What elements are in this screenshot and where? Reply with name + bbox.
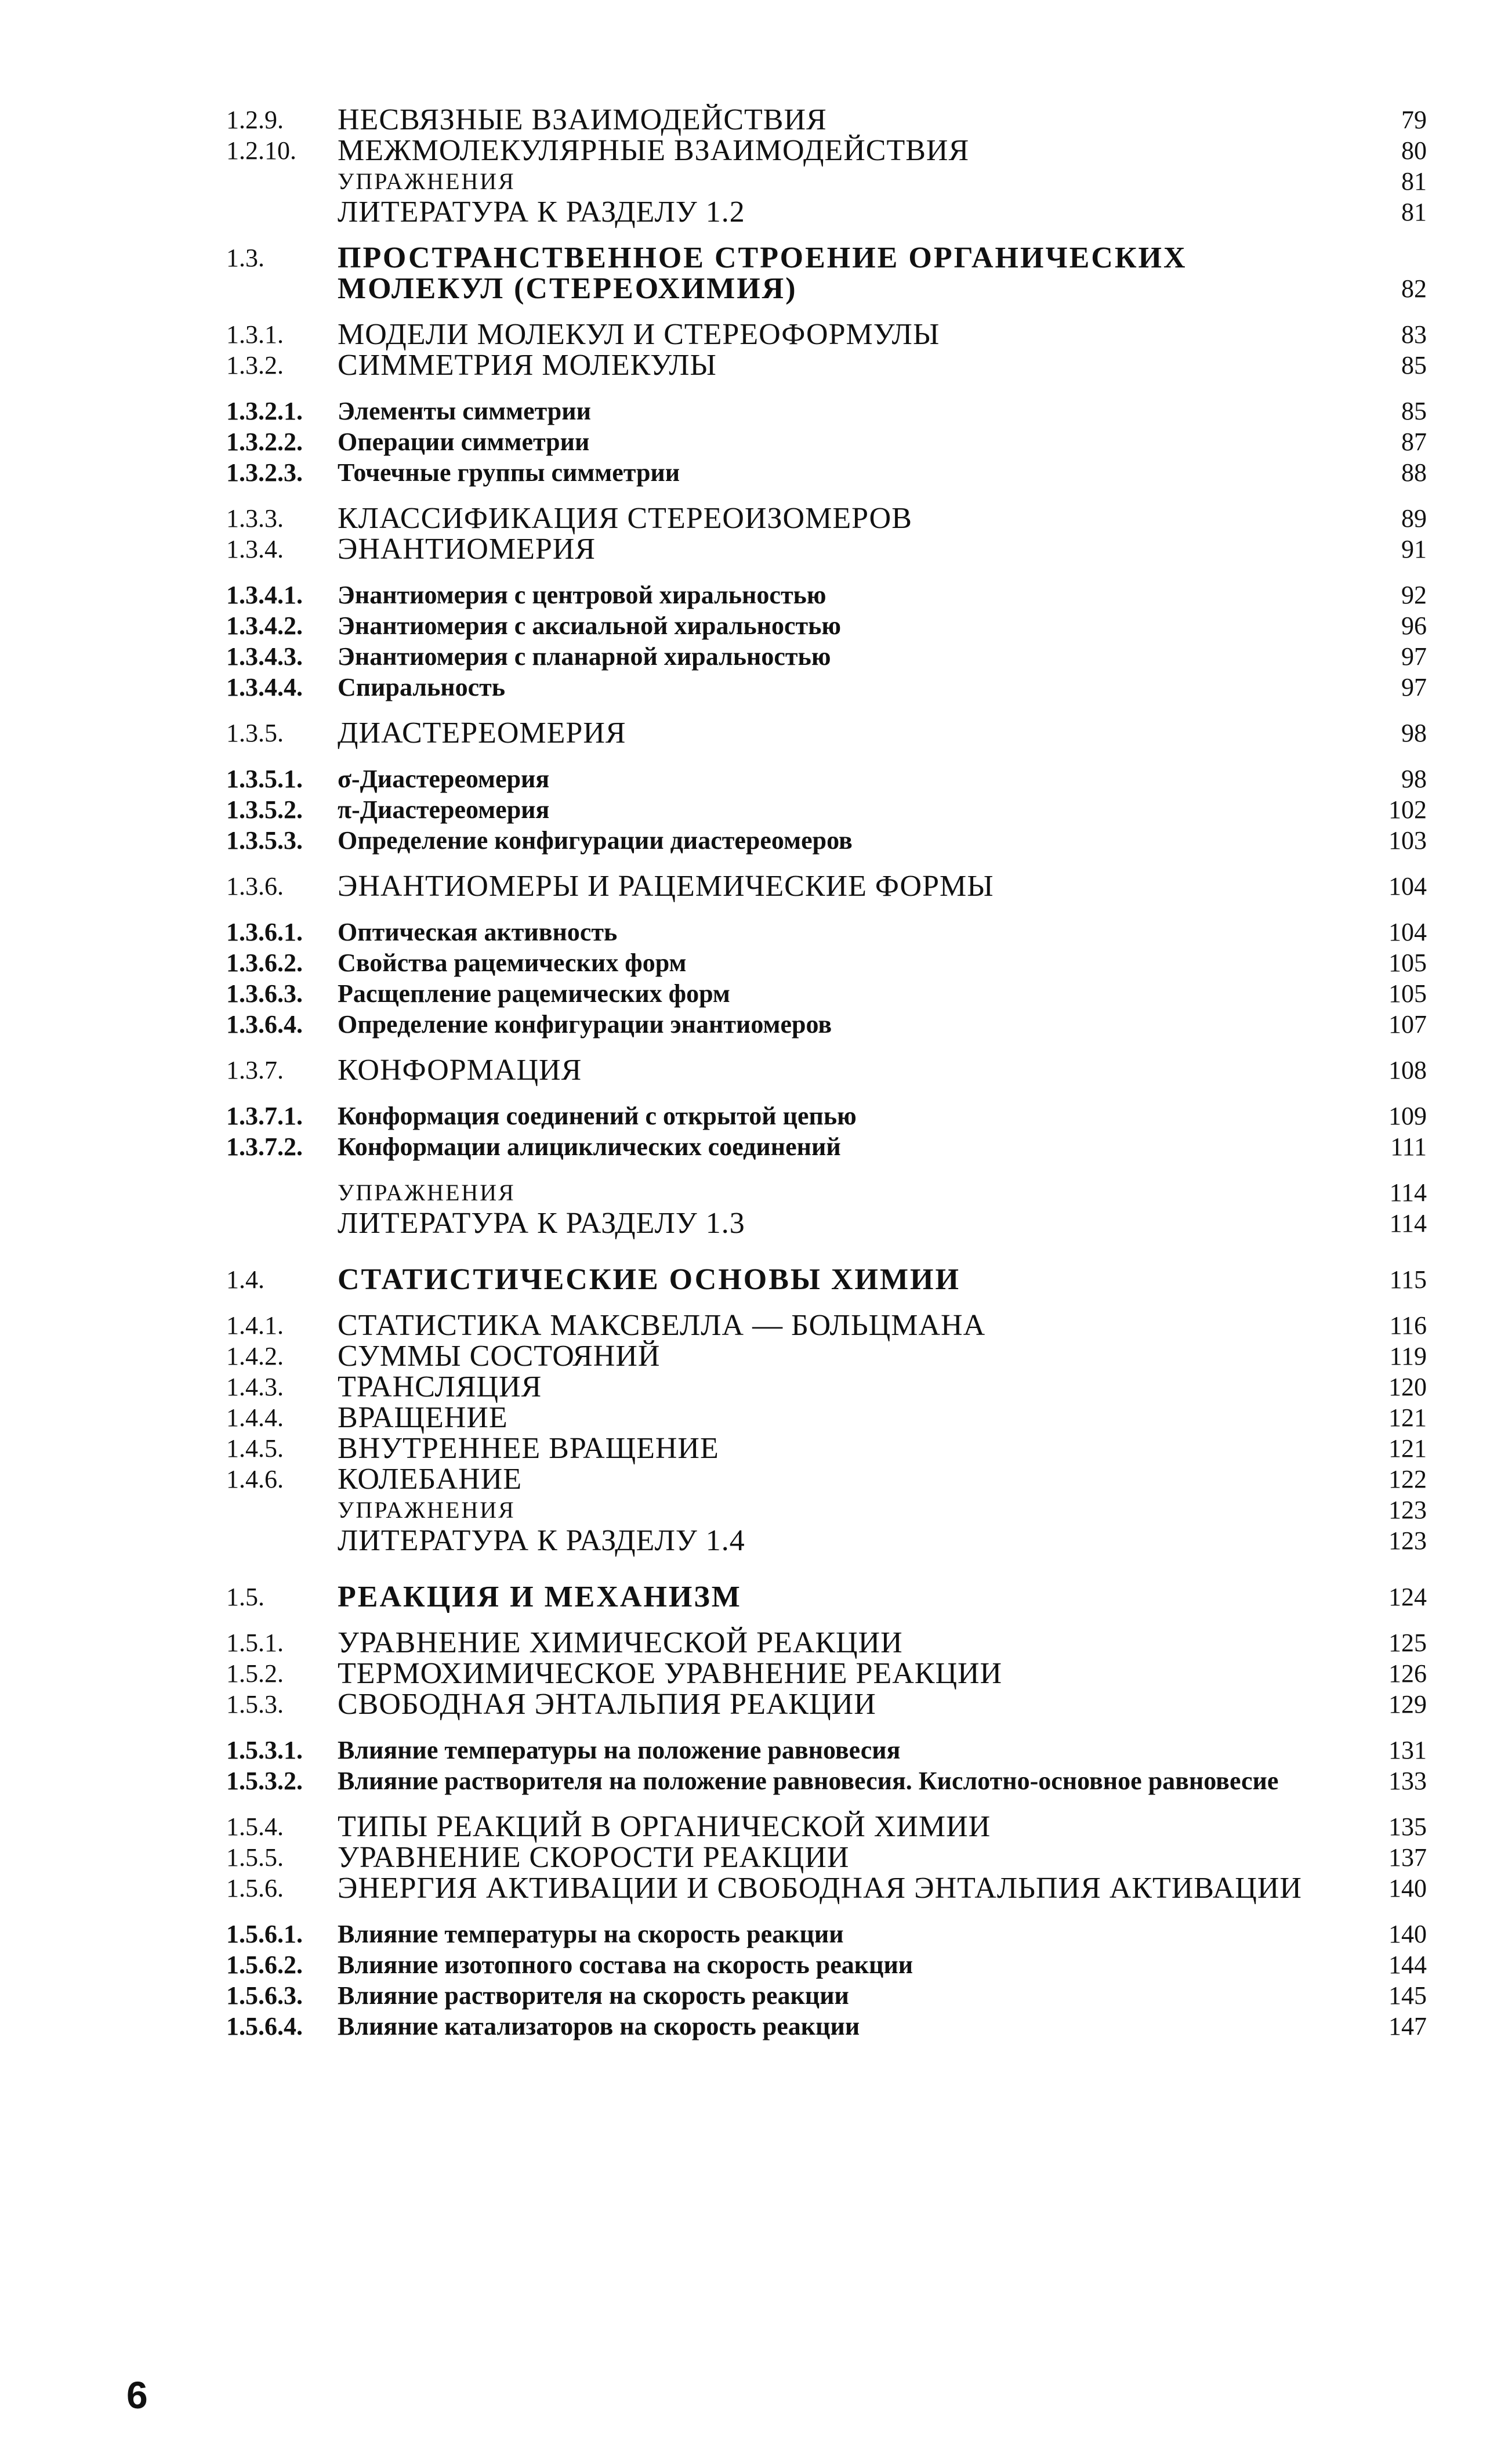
toc-entry-page: 98 bbox=[1401, 719, 1427, 747]
toc-entry bbox=[226, 426, 1427, 457]
toc-entry bbox=[226, 534, 1427, 565]
toc-entry-page: 121 bbox=[1388, 1434, 1427, 1463]
toc-entry-page: 147 bbox=[1388, 2012, 1427, 2040]
toc-entry bbox=[226, 1811, 1427, 1842]
toc-entry bbox=[226, 1495, 1427, 1525]
toc-entry-page: 80 bbox=[1401, 136, 1427, 165]
toc-entry bbox=[226, 243, 1427, 304]
toc-entry-number: 1.4.3. bbox=[226, 1373, 284, 1401]
toc-entry-number: 1.5.3.2. bbox=[226, 1767, 303, 1795]
toc-entry-page: 105 bbox=[1388, 979, 1427, 1008]
toc-entry-number: 1.3.6.2. bbox=[226, 949, 303, 977]
toc-entry-title: УРАВНЕНИЕ ХИМИЧЕСКОЙ РЕАКЦИИ bbox=[338, 1626, 903, 1659]
toc-entry-number: 1.5.1. bbox=[226, 1629, 284, 1657]
toc-entry-page: 119 bbox=[1389, 1342, 1427, 1370]
toc-entry-title: СТАТИСТИКА МАКСВЕЛЛА — БОЛЬЦМАНА bbox=[338, 1309, 986, 1342]
toc-entry-page: 92 bbox=[1401, 581, 1427, 609]
toc-entry-page: 125 bbox=[1388, 1629, 1427, 1657]
toc-entry bbox=[226, 610, 1427, 641]
toc-entry bbox=[226, 104, 1427, 135]
toc-entry-title: Влияние катализаторов на скорость реакции bbox=[338, 2012, 860, 2040]
toc-entry-title: Расщепление рацемических форм bbox=[338, 979, 730, 1008]
toc-entry-number: 1.3.7.1. bbox=[226, 1102, 303, 1130]
toc-entry bbox=[226, 1402, 1427, 1433]
toc-entry-page: 122 bbox=[1388, 1465, 1427, 1493]
toc-entry bbox=[226, 1055, 1427, 1086]
toc-entry-number: 1.5.6.2. bbox=[226, 1951, 303, 1979]
toc-entry-title: ВРАЩЕНИЕ bbox=[338, 1401, 508, 1434]
toc-entry-number: 1.4.6. bbox=[226, 1465, 284, 1493]
toc-entry-title: КОНФОРМАЦИЯ bbox=[338, 1054, 582, 1087]
toc-entry-page: 88 bbox=[1401, 458, 1427, 487]
toc-entry bbox=[226, 1919, 1427, 1949]
toc-entry-page: 85 bbox=[1401, 351, 1427, 379]
toc-entry-title: Энантиомерия с аксиальной хиральностью bbox=[338, 612, 842, 640]
toc-entry-page: 126 bbox=[1388, 1659, 1427, 1688]
toc-entry-title: Конформация соединений с открытой цепью bbox=[338, 1102, 857, 1130]
toc-entry-page: 85 bbox=[1401, 397, 1427, 425]
toc-entry-number: 1.3.2.3. bbox=[226, 458, 303, 487]
toc-entry-number: 1.5.2. bbox=[226, 1659, 284, 1688]
toc-entry bbox=[226, 1009, 1427, 1040]
toc-entry-page: 82 bbox=[1401, 274, 1427, 303]
toc-entry-title: Определение конфигурации диастереомеров bbox=[338, 826, 853, 855]
toc-entry bbox=[226, 1208, 1427, 1239]
toc-entry-number: 1.3.5.1. bbox=[226, 765, 303, 793]
toc-entry bbox=[226, 978, 1427, 1009]
toc-entry-page: 133 bbox=[1388, 1767, 1427, 1795]
toc-entry bbox=[226, 1177, 1427, 1208]
toc-entry-title: σ-Диастереомерия bbox=[338, 765, 550, 793]
toc-entry bbox=[226, 1525, 1427, 1556]
toc-entry-number: 1.3.4.3. bbox=[226, 642, 303, 671]
toc-entry-page: 83 bbox=[1401, 320, 1427, 349]
toc-entry bbox=[226, 917, 1427, 947]
toc-entry bbox=[226, 1980, 1427, 2011]
toc-entry-page: 145 bbox=[1388, 1981, 1427, 2010]
toc-entry-number: 1.5.5. bbox=[226, 1843, 284, 1872]
toc-entry-page: 121 bbox=[1388, 1403, 1427, 1432]
toc-entry bbox=[226, 1735, 1427, 1765]
toc-entry-number: 1.5.3.1. bbox=[226, 1736, 303, 1764]
toc-entry bbox=[226, 794, 1427, 825]
toc-entry-page: 97 bbox=[1401, 673, 1427, 701]
toc-entry-title: СИММЕТРИЯ МОЛЕКУЛЫ bbox=[338, 349, 717, 382]
toc-entry-page: 102 bbox=[1388, 795, 1427, 824]
toc-entry-number: 1.3.3. bbox=[226, 504, 284, 533]
toc-entry-title: УПРАЖНЕНИЯ bbox=[338, 168, 516, 194]
toc-entry-title: МОДЕЛИ МОЛЕКУЛ И СТЕРЕОФОРМУЛЫ bbox=[338, 318, 940, 351]
toc-entry-number: 1.3.6.4. bbox=[226, 1010, 303, 1039]
toc-entry-title: СТАТИСТИЧЕСКИЕ ОСНОВЫ ХИМИИ bbox=[338, 1263, 960, 1296]
toc-entry bbox=[226, 350, 1427, 381]
toc-entry-number: 1.5.6.1. bbox=[226, 1920, 303, 1948]
toc-entry-number: 1.3.5.3. bbox=[226, 826, 303, 855]
toc-entry-number: 1.3.4.4. bbox=[226, 673, 303, 701]
toc-entry bbox=[226, 580, 1427, 610]
toc-entry-page: 105 bbox=[1388, 949, 1427, 977]
toc-entry-number: 1.3.6.3. bbox=[226, 979, 303, 1008]
toc-entry-number: 1.5.6. bbox=[226, 1874, 284, 1902]
toc-entry bbox=[226, 825, 1427, 856]
toc-entry-title: МЕЖМОЛЕКУЛЯРНЫЕ ВЗАИМОДЕЙСТВИЯ bbox=[338, 134, 970, 167]
toc-entry-page: 104 bbox=[1388, 918, 1427, 946]
toc-entry-page: 81 bbox=[1401, 198, 1427, 226]
toc-entry-page: 115 bbox=[1389, 1265, 1427, 1294]
toc-entry-title: Оптическая активность bbox=[338, 918, 618, 946]
toc-entry-page: 111 bbox=[1390, 1133, 1427, 1161]
toc-entry bbox=[226, 1310, 1427, 1341]
toc-entry bbox=[226, 1264, 1427, 1295]
toc-entry bbox=[226, 1627, 1427, 1658]
toc-entry bbox=[226, 319, 1427, 350]
toc-entry-title: УРАВНЕНИЕ СКОРОСТИ РЕАКЦИИ bbox=[338, 1841, 850, 1874]
toc-entry-number: 1.3.7. bbox=[226, 1056, 284, 1084]
toc-entry bbox=[226, 1658, 1427, 1689]
toc-entry bbox=[226, 1464, 1427, 1495]
toc-entry-page: 123 bbox=[1388, 1526, 1427, 1555]
toc-entry-title: ВНУТРЕННЕЕ ВРАЩЕНИЕ bbox=[338, 1432, 719, 1465]
toc-entry bbox=[226, 947, 1427, 978]
toc-entry-title: Свойства рацемических форм bbox=[338, 949, 687, 977]
toc-entry-number: 1.3.4. bbox=[226, 535, 284, 563]
toc-entry-title: Операции симметрии bbox=[338, 428, 590, 456]
toc-entry-title: РЕАКЦИЯ И МЕХАНИЗМ bbox=[338, 1580, 742, 1613]
toc-entry-page: 81 bbox=[1401, 167, 1427, 196]
toc-entry-page: 129 bbox=[1388, 1690, 1427, 1718]
table-of-contents bbox=[226, 104, 1427, 2042]
toc-entry-title: Влияние температуры на скорость реакции bbox=[338, 1920, 844, 1948]
toc-entry bbox=[226, 1842, 1427, 1873]
toc-entry-page: 89 bbox=[1401, 504, 1427, 533]
toc-entry bbox=[226, 1582, 1427, 1612]
toc-entry-page: 103 bbox=[1388, 826, 1427, 855]
toc-entry-page: 120 bbox=[1388, 1373, 1427, 1401]
toc-entry-title: ЭНАНТИОМЕРИЯ bbox=[338, 533, 596, 566]
toc-entry-number: 1.3.2. bbox=[226, 351, 284, 379]
toc-entry bbox=[226, 871, 1427, 902]
toc-entry-number: 1.3.7.2. bbox=[226, 1133, 303, 1161]
toc-entry-title: ЭНЕРГИЯ АКТИВАЦИИ И СВОБОДНАЯ ЭНТАЛЬПИЯ АКТИВАЦИИ bbox=[338, 1872, 1302, 1905]
toc-entry-page: 114 bbox=[1389, 1209, 1427, 1238]
toc-entry-number: 1.3.6.1. bbox=[226, 918, 303, 946]
toc-entry-page: 140 bbox=[1388, 1920, 1427, 1948]
toc-entry bbox=[226, 718, 1427, 748]
toc-entry-title: ТРАНСЛЯЦИЯ bbox=[338, 1370, 542, 1403]
toc-entry-page: 123 bbox=[1388, 1496, 1427, 1524]
toc-entry-number: 1.3. bbox=[226, 244, 264, 272]
toc-entry bbox=[226, 672, 1427, 703]
toc-entry-page: 109 bbox=[1388, 1102, 1427, 1130]
toc-entry-title: УПРАЖНЕНИЯ bbox=[338, 1497, 516, 1523]
toc-entry-page: 107 bbox=[1388, 1010, 1427, 1039]
toc-entry bbox=[226, 764, 1427, 794]
toc-entry bbox=[226, 197, 1427, 227]
toc-entry bbox=[226, 1873, 1427, 1904]
toc-entry bbox=[226, 1689, 1427, 1720]
toc-entry-title: НЕСВЯЗНЫЕ ВЗАИМОДЕЙСТВИЯ bbox=[338, 103, 827, 136]
toc-entry-number: 1.4.2. bbox=[226, 1342, 284, 1370]
toc-entry bbox=[226, 1765, 1427, 1796]
toc-entry-number: 1.3.5.2. bbox=[226, 795, 303, 824]
toc-entry-number: 1.5.4. bbox=[226, 1812, 284, 1841]
toc-entry-page: 114 bbox=[1389, 1178, 1427, 1207]
toc-entry-title: ЛИТЕРАТУРА К РАЗДЕЛУ 1.2 bbox=[338, 196, 745, 229]
toc-entry-title: Влияние растворителя на положение равновесия. Кислотно-основное равновесие bbox=[338, 1767, 1279, 1795]
toc-entry bbox=[226, 1101, 1427, 1131]
toc-entry-title: КОЛЕБАНИЕ bbox=[338, 1463, 522, 1496]
toc-entry bbox=[226, 503, 1427, 534]
toc-entry-title: Влияние изотопного состава на скорость реакции bbox=[338, 1951, 913, 1979]
toc-entry-title: π-Диастереомерия bbox=[338, 795, 550, 824]
toc-entry-title: Определение конфигурации энантиомеров bbox=[338, 1010, 832, 1039]
toc-entry-title: ПРОСТРАНСТВЕННОЕ СТРОЕНИЕ ОРГАНИЧЕСКИХ МОЛЕКУЛ (СТЕРЕОХИМИЯ) bbox=[338, 241, 1187, 305]
toc-entry bbox=[226, 1341, 1427, 1372]
toc-entry-number: 1.4.4. bbox=[226, 1403, 284, 1432]
toc-entry-title: Влияние температуры на положение равновесия bbox=[338, 1736, 901, 1764]
toc-entry-page: 135 bbox=[1388, 1812, 1427, 1841]
toc-entry bbox=[226, 1131, 1427, 1162]
toc-entry-page: 116 bbox=[1389, 1311, 1427, 1340]
toc-entry bbox=[226, 2011, 1427, 2042]
toc-entry-title: Элементы симметрии bbox=[338, 397, 591, 425]
toc-entry-number: 1.5.3. bbox=[226, 1690, 284, 1718]
toc-entry-number: 1.3.1. bbox=[226, 320, 284, 349]
toc-entry-number: 1.4. bbox=[226, 1265, 264, 1294]
toc-entry-title: Спиральность bbox=[338, 673, 506, 701]
toc-entry-page: 140 bbox=[1388, 1874, 1427, 1902]
toc-entry-page: 91 bbox=[1401, 535, 1427, 563]
toc-entry-title: ЛИТЕРАТУРА К РАЗДЕЛУ 1.4 bbox=[338, 1524, 745, 1557]
toc-entry bbox=[226, 396, 1427, 426]
toc-entry-number: 1.5.6.3. bbox=[226, 1981, 303, 2010]
toc-entry-page: 104 bbox=[1388, 872, 1427, 900]
toc-entry-number: 1.3.2.2. bbox=[226, 428, 303, 456]
toc-entry-number: 1.4.5. bbox=[226, 1434, 284, 1463]
toc-entry-title: УПРАЖНЕНИЯ bbox=[338, 1179, 516, 1206]
toc-entry-title: КЛАССИФИКАЦИЯ СТЕРЕОИЗОМЕРОВ bbox=[338, 502, 912, 535]
toc-entry bbox=[226, 135, 1427, 166]
toc-entry-page: 131 bbox=[1388, 1736, 1427, 1764]
toc-entry-number: 1.3.2.1. bbox=[226, 397, 303, 425]
toc-entry-title: ТИПЫ РЕАКЦИЙ В ОРГАНИЧЕСКОЙ ХИМИИ bbox=[338, 1810, 991, 1843]
toc-entry-title: ТЕРМОХИМИЧЕСКОЕ УРАВНЕНИЕ РЕАКЦИИ bbox=[338, 1657, 1003, 1690]
toc-entry-number: 1.2.9. bbox=[226, 106, 284, 134]
toc-entry-number: 1.3.4.1. bbox=[226, 581, 303, 609]
toc-entry-page: 98 bbox=[1401, 765, 1427, 793]
toc-entry-page: 87 bbox=[1401, 428, 1427, 456]
toc-entry-page: 96 bbox=[1401, 612, 1427, 640]
toc-entry-page: 144 bbox=[1388, 1951, 1427, 1979]
toc-entry-number: 1.3.5. bbox=[226, 719, 284, 747]
toc-entry bbox=[226, 1372, 1427, 1402]
toc-entry-title: Энантиомерия с планарной хиральностью bbox=[338, 642, 831, 671]
toc-entry bbox=[226, 1433, 1427, 1464]
toc-entry bbox=[226, 457, 1427, 488]
toc-entry-title: СВОБОДНАЯ ЭНТАЛЬПИЯ РЕАКЦИИ bbox=[338, 1688, 876, 1721]
toc-entry-number: 1.3.6. bbox=[226, 872, 284, 900]
toc-entry-number: 1.5.6.4. bbox=[226, 2012, 303, 2040]
toc-entry-title: Влияние растворителя на скорость реакции bbox=[338, 1981, 849, 2010]
toc-entry-page: 124 bbox=[1388, 1583, 1427, 1611]
toc-entry-number: 1.2.10. bbox=[226, 136, 296, 165]
toc-entry-title: ЭНАНТИОМЕРЫ И РАЦЕМИЧЕСКИЕ ФОРМЫ bbox=[338, 870, 994, 903]
page-number: 6 bbox=[126, 2373, 148, 2416]
toc-entry bbox=[226, 1949, 1427, 1980]
toc-entry-number: 1.3.4.2. bbox=[226, 612, 303, 640]
toc-entry-page: 108 bbox=[1388, 1056, 1427, 1084]
toc-entry-page: 137 bbox=[1388, 1843, 1427, 1872]
toc-entry-title: Точечные группы симметрии bbox=[338, 458, 680, 487]
toc-entry-title: ЛИТЕРАТУРА К РАЗДЕЛУ 1.3 bbox=[338, 1207, 745, 1240]
toc-entry-title: СУММЫ СОСТОЯНИЙ bbox=[338, 1340, 661, 1373]
toc-entry bbox=[226, 166, 1427, 197]
toc-entry-number: 1.5. bbox=[226, 1583, 264, 1611]
toc-entry-title: Энантиомерия с центровой хиральностью bbox=[338, 581, 826, 609]
toc-entry-title: Конформации алициклических соединений bbox=[338, 1133, 841, 1161]
toc-entry-title: ДИАСТЕРЕОМЕРИЯ bbox=[338, 717, 626, 750]
toc-entry-page: 79 bbox=[1401, 106, 1427, 134]
toc-entry-number: 1.4.1. bbox=[226, 1311, 284, 1340]
toc-entry-page: 97 bbox=[1401, 642, 1427, 671]
toc-entry bbox=[226, 641, 1427, 672]
